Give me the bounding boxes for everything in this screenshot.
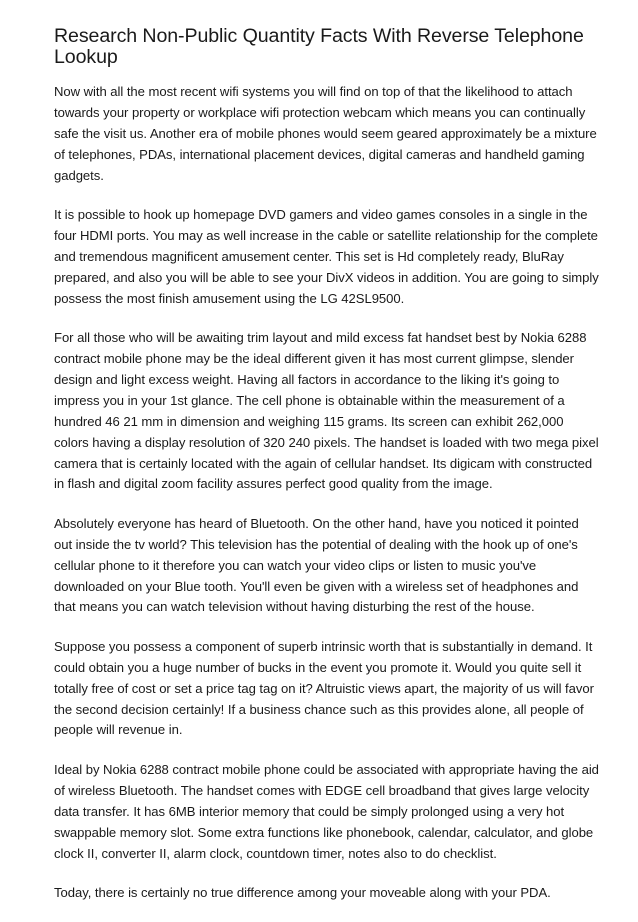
paragraph: For all those who will be awaiting trim layout and mild excess fat handset best by Nokia 6288 contract mobile phone may be the ideal different given it has most current glimpse, slender design and light excess weight. Having all factors in accordance to the liking it's going to impress you in your 1st glance. The cell phone is obtainable within the measurement of a hundred 46 21 mm in dimension and weighing 115 grams. Its screen can exhibit 262,000 colors having a display resolution of 320 240 pixels. The handset is loaded with two mega pixel camera that is certainly located with the again of cellular handset. Its digicam with constructed in flash and digital zoom facility assures perfect good quality from the image. xyxy=(54,330,599,492)
paragraph: It is possible to hook up homepage DVD gamers and video games consoles in a single in the four HDMI ports. You may as well increase in the cable or satellite relationship for the complete and tremendous magnificent amusement center. This set is Hd completely ready, BluRay prepared, and also you will be able to see your DivX videos in addition. You are going to simply possess the most finish amusement using the LG 42SL9500. xyxy=(54,207,599,306)
document-title: Research Non-Public Quantity Facts With Reverse Telephone Lookup xyxy=(54,25,584,68)
paragraph: Now with all the most recent wifi systems you will find on top of that the likelihood to attach towards your property or workplace wifi protection webcam which means you can continually safe the visit us. Another era of mobile phones would seem geared approximately be a mixture of telephones, PDAs, international placement devices, digital cameras and handheld gaming gadgets. xyxy=(54,84,597,183)
paragraph: Ideal by Nokia 6288 contract mobile phone could be associated with appropriate having the aid of wireless Bluetooth. The handset comes with EDGE cell broadband that gives large velocity data transfer. It has 6MB interior memory that could be simply prolonged using a very hot swappable memory slot. Some extra functions like phonebook, calendar, calculator, and globe clock II, converter II, alarm clock, countdown timer, notes also to do checklist. xyxy=(54,761,599,861)
paragraph: Suppose you possess a component of superb intrinsic worth that is substantially in demand. It could obtain you a huge number of bucks in the event you promote it. Would you quite sell it totally free of cost or set a price tag tag on it? Altruistic views apart, the majority of us will favor the second decision certainly! If a business chance such as this provides alone, all people of people will revenue in. xyxy=(54,638,594,738)
paragraph: Today, there is certainly no true difference among your moveable along with your PDA. xyxy=(54,884,551,900)
document-page xyxy=(54,26,599,922)
paragraph: Absolutely everyone has heard of Bluetooth. On the other hand, have you noticed it pointed out inside the tv world? This television has the potential of dealing with the hook up of one's cellular phone to it therefore you can watch your video clips or listen to music you've downloaded on your Blue tooth. You'll even be given with a wireless set of headphones and that means you can watch television without having disturbing the rest of the house. xyxy=(54,515,579,615)
